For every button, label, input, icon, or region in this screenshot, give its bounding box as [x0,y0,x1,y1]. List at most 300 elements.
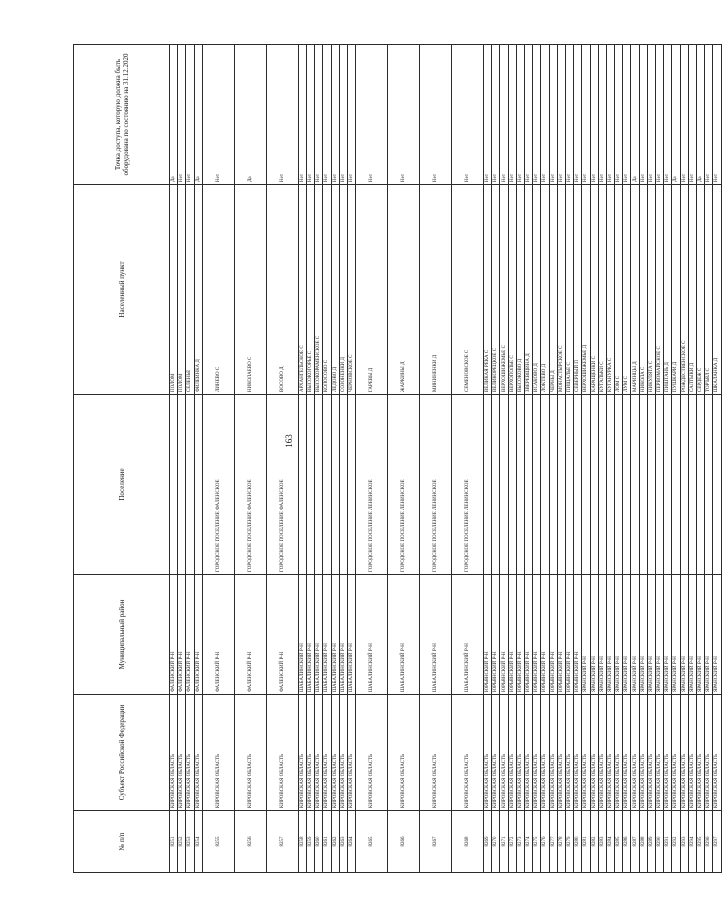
cell-district: ШАБАЛИНСКИЙ Р-Н [306,575,314,695]
table-row [202,45,234,873]
cell-settlement [533,395,541,575]
cell-settlement [339,395,347,575]
cell-locality: ПИЩАЛЬЕ С [565,185,573,395]
cell-district: ЮРЬЯНСКИЙ Р-Н [557,575,565,695]
cell-access: Да [194,45,202,185]
cell-num: 8268 [452,811,484,873]
cell-access: Нет [533,45,541,185]
cell-subject: КИРОВСКАЯ ОБЛАСТЬ [525,695,533,811]
cell-district: ЮРЬЯНСКИЙ Р-Н [492,575,500,695]
cell-district: ЯРАНСКИЙ Р-Н [656,575,664,695]
cell-district: ШАБАЛИНСКИЙ Р-Н [420,575,452,695]
cell-district: ЯРАНСКИЙ Р-Н [705,575,713,695]
cell-district: ЯРАНСКИЙ Р-Н [582,575,590,695]
cell-subject: КИРОВСКАЯ ОБЛАСТЬ [623,695,631,811]
cell-access: Нет [420,45,452,185]
cell-access: Нет [647,45,655,185]
cell-settlement [598,395,606,575]
cell-subject: КИРОВСКАЯ ОБЛАСТЬ [688,695,696,811]
cell-settlement: ГОРОДСКОЕ ПОСЕЛЕНИЕ ЛЕНИНСКОЕ [420,395,452,575]
cell-locality: САЛТЫКИ Д [688,185,696,395]
cell-subject: КИРОВСКАЯ ОБЛАСТЬ [664,695,672,811]
cell-district: ШАБАЛИНСКИЙ Р-Н [347,575,355,695]
cell-settlement [623,395,631,575]
cell-num: 8286 [623,811,631,873]
cell-access: Нет [549,45,557,185]
cell-locality: ГАРЕВЫ Д [356,185,388,395]
cell-num: 8290 [656,811,664,873]
cell-subject: КИРОВСКАЯ ОБЛАСТЬ [533,695,541,811]
cell-access: Нет [315,45,323,185]
cell-settlement [331,395,339,575]
cell-settlement [194,395,202,575]
cell-district: ШАБАЛИНСКИЙ Р-Н [298,575,306,695]
cell-subject: КИРОВСКАЯ ОБЛАСТЬ [582,695,590,811]
cell-subject: КИРОВСКАЯ ОБЛАСТЬ [696,695,704,811]
cell-subject: КИРОВСКАЯ ОБЛАСТЬ [606,695,614,811]
cell-access: Нет [525,45,533,185]
cell-locality: ВЕРХОШИЖЕМЬЕ С [500,185,508,395]
cell-subject: КИРОВСКАЯ ОБЛАСТЬ [500,695,508,811]
cell-num: 8260 [315,811,323,873]
table-row [631,45,639,873]
cell-access: Нет [688,45,696,185]
table-body [170,45,722,873]
cell-locality: ЛЕДОВО Д [331,185,339,395]
cell-num: 8273 [516,811,524,873]
cell-subject: КИРОВСКАЯ ОБЛАСТЬ [656,695,664,811]
cell-locality: ЗВЕРЕВЩИНА Д [525,185,533,395]
cell-settlement: ГОРОДСКОЕ ПОСЕЛЕНИЕ ЛЕНИНСКОЕ [452,395,484,575]
cell-num: 8285 [615,811,623,873]
table-row [347,45,355,873]
table-row [266,45,298,873]
cell-num: 8283 [598,811,606,873]
cell-subject: КИРОВСКАЯ ОБЛАСТЬ [492,695,500,811]
cell-settlement [178,395,186,575]
table-row [339,45,347,873]
cell-num: 8265 [356,811,388,873]
cell-locality: ФИЛЕИНКА Д [194,185,202,395]
cell-subject: КИРОВСКАЯ ОБЛАСТЬ [323,695,331,811]
cell-settlement [484,395,492,575]
cell-subject: КИРОВСКАЯ ОБЛАСТЬ [339,695,347,811]
cell-locality: НИКУЛЯТА С [647,185,655,395]
cell-settlement [516,395,524,575]
table-row [590,45,598,873]
cell-access: Нет [347,45,355,185]
cell-locality: ШКАЛАНКА Д [713,185,721,395]
cell-district: ЯРАНСКИЙ Р-Н [590,575,598,695]
cell-settlement [582,395,590,575]
cell-district: ЮРЬЯНСКИЙ Р-Н [565,575,573,695]
cell-district: ЯРАНСКИЙ Р-Н [680,575,688,695]
cell-district: ШАБАЛИНСКИЙ Р-Н [356,575,388,695]
table-row [194,45,202,873]
table-header-row [74,45,170,873]
cell-settlement [347,395,355,575]
cell-district: ЯРАНСКИЙ Р-Н [606,575,614,695]
cell-district: ЮРЬЯНСКИЙ Р-Н [533,575,541,695]
cell-access: Нет [606,45,614,185]
cell-num: 8278 [557,811,565,873]
cell-district: ЮРЬЯНСКИЙ Р-Н [541,575,549,695]
cell-locality: МИНИНЕНКИ Д [420,185,452,395]
cell-subject: КИРОВСКАЯ ОБЛАСТЬ [178,695,186,811]
cell-subject: КИРОВСКАЯ ОБЛАСТЬ [298,695,306,811]
cell-district: ЯРАНСКИЙ Р-Н [688,575,696,695]
cell-access: Нет [598,45,606,185]
cell-access: Нет [331,45,339,185]
cell-district: ЯРАНСКИЙ Р-Н [598,575,606,695]
cell-locality: ВЕРХОПОЛЬЕ С [508,185,516,395]
cell-access: Нет [516,45,524,185]
cell-settlement: ГОРОДСКОЕ ПОСЕЛЕНИЕ ЛЕНИНСКОЕ [356,395,388,575]
cell-num: 8255 [202,811,234,873]
cell-subject: КИРОВСКАЯ ОБЛАСТЬ [713,695,721,811]
table-row [623,45,631,873]
cell-subject: КИРОВСКАЯ ОБЛАСТЬ [234,695,266,811]
cell-locality: КОЛОСОВО С [323,185,331,395]
cell-access: Нет [639,45,647,185]
cell-settlement: ГОРОДСКОЕ ПОСЕЛЕНИЕ ФАЛЕНСКОЕ [202,395,234,575]
table-row [331,45,339,873]
cell-num: 8274 [525,811,533,873]
table-row [508,45,516,873]
cell-locality: ВЕЛИКОРЕЦКОЕ С [492,185,500,395]
table-row [664,45,672,873]
cell-subject: КИРОВСКАЯ ОБЛАСТЬ [170,695,178,811]
cell-district: ФАЛЕНСКИЙ Р-Н [178,575,186,695]
cell-district: ЮРЬЯНСКИЙ Р-Н [549,575,557,695]
cell-access: Нет [623,45,631,185]
cell-access: Нет [590,45,598,185]
cell-locality: ЧЕРНЫ Д [549,185,557,395]
cell-subject: КИРОВСКАЯ ОБЛАСТЬ [631,695,639,811]
table-row [549,45,557,873]
cell-access: Нет [565,45,573,185]
cell-locality: ИСАКОВО Д [533,185,541,395]
cell-access: Нет [500,45,508,185]
cell-district: ФАЛЕНСКИЙ Р-Н [186,575,194,695]
cell-settlement [525,395,533,575]
cell-num: 8266 [388,811,420,873]
table-row [656,45,664,873]
cell-num: 8271 [500,811,508,873]
cell-locality: МОНАСТЫРСКОЕ С [557,185,565,395]
cell-num: 8252 [178,811,186,873]
table-row [306,45,314,873]
cell-settlement [565,395,573,575]
table-row [170,45,178,873]
cell-access: Нет [615,45,623,185]
table-row [298,45,306,873]
cell-num: 8256 [234,811,266,873]
cell-locality: КУГАЛЬКИ С [598,185,606,395]
cell-settlement [615,395,623,575]
table-row [388,45,420,873]
cell-district: ШАБАЛИНСКИЙ Р-Н [315,575,323,695]
table-row [582,45,590,873]
cell-settlement [647,395,655,575]
cell-locality: ВОСОВО Д [266,185,298,395]
cell-settlement [680,395,688,575]
cell-locality: ТОРЪЯЛ С [705,185,713,395]
cell-access: Нет [541,45,549,185]
cell-num: 8263 [339,811,347,873]
cell-settlement [541,395,549,575]
cell-access: Нет [713,45,721,185]
cell-locality: ВЫСОКОВО Д [516,185,524,395]
cell-access: Нет [202,45,234,185]
cell-settlement [713,395,721,575]
cell-locality: ВЕРХОШИЖЕМЬЕ Д [582,185,590,395]
cell-district: ЯРАНСКИЙ Р-Н [623,575,631,695]
table-row [713,45,721,873]
cell-num: 8264 [347,811,355,873]
header-settlement: Поселение [74,395,170,575]
cell-settlement [298,395,306,575]
cell-subject: КИРОВСКАЯ ОБЛАСТЬ [557,695,565,811]
cell-subject: КИРОВСКАЯ ОБЛАСТЬ [598,695,606,811]
cell-locality: ВЫСОКОРАМЕНСКОЕ С [315,185,323,395]
cell-locality: ЛУМ С [623,185,631,395]
cell-locality: ПЕРВОМАЙСКОЕ С [656,185,664,395]
cell-locality: РОЖДЕСТВЕНСКОЕ С [680,185,688,395]
cell-locality: НИКОЛАЕВО С [234,185,266,395]
cell-num: 8293 [680,811,688,873]
cell-district: ЯРАНСКИЙ Р-Н [664,575,672,695]
cell-locality: ПОЛОМ [170,185,178,395]
header-num: № п/п [74,811,170,873]
cell-district: ЯРАНСКИЙ Р-Н [696,575,704,695]
cell-subject: КИРОВСКАЯ ОБЛАСТЬ [452,695,484,811]
cell-district: ЯРАНСКИЙ Р-Н [713,575,721,695]
cell-subject: КИРОВСКАЯ ОБЛАСТЬ [549,695,557,811]
cell-num: 8259 [306,811,314,873]
cell-subject: КИРОВСКАЯ ОБЛАСТЬ [705,695,713,811]
cell-num: 8254 [194,811,202,873]
cell-subject: КИРОВСКАЯ ОБЛАСТЬ [541,695,549,811]
cell-locality: КУГАНУРКА С [606,185,614,395]
cell-num: 8261 [323,811,331,873]
cell-access: Нет [492,45,500,185]
cell-num: 8280 [574,811,582,873]
cell-settlement [639,395,647,575]
table-row [420,45,452,873]
cell-subject: КИРОВСКАЯ ОБЛАСТЬ [356,695,388,811]
table-row [234,45,266,873]
cell-num: 8284 [606,811,614,873]
cell-num: 8296 [705,811,713,873]
table-row [516,45,524,873]
cell-num: 8276 [541,811,549,873]
cell-subject: КИРОВСКАЯ ОБЛАСТЬ [672,695,680,811]
table-row [186,45,194,873]
rotated-table-container [73,45,720,873]
cell-locality: ПОЛОМ [178,185,186,395]
cell-settlement [656,395,664,575]
cell-locality: АРХАНГЕЛЬСКОЕ С [298,185,306,395]
cell-access: Нет [582,45,590,185]
header-access: Точка доступа, которую должна быть оборудована по состоянию на 31.12.2020 [74,45,170,185]
cell-access: Нет [323,45,331,185]
cell-district: ШАБАЛИНСКИЙ Р-Н [388,575,420,695]
cell-access: Нет [452,45,484,185]
table-row [525,45,533,873]
cell-settlement [323,395,331,575]
cell-locality: СОЗОНЕНКИ Д [339,185,347,395]
cell-access: Да [170,45,178,185]
table-row [688,45,696,873]
cell-num: 8291 [664,811,672,873]
cell-num: 8270 [492,811,500,873]
cell-district: ЯРАНСКИЙ Р-Н [672,575,680,695]
table-row [680,45,688,873]
cell-access: Нет [178,45,186,185]
cell-num: 8289 [647,811,655,873]
cell-district: ЯРАНСКИЙ Р-Н [647,575,655,695]
header-district: Муниципальный район [74,575,170,695]
cell-district: ШАБАЛИНСКИЙ Р-Н [339,575,347,695]
table-row [615,45,623,873]
table-row [178,45,186,873]
cell-num: 8294 [688,811,696,873]
cell-settlement [508,395,516,575]
cell-subject: КИРОВСКАЯ ОБЛАСТЬ [590,695,598,811]
cell-district: ЮРЬЯНСКИЙ Р-Н [574,575,582,695]
table-row [533,45,541,873]
cell-access: Нет [484,45,492,185]
table-row [315,45,323,873]
cell-district: ЮРЬЯНСКИЙ Р-Н [508,575,516,695]
cell-subject: КИРОВСКАЯ ОБЛАСТЬ [516,695,524,811]
cell-settlement [186,395,194,575]
cell-access: Нет [508,45,516,185]
cell-locality: МАРИНЦЫ Д [631,185,639,395]
cell-settlement [492,395,500,575]
cell-district: ФАЛЕНСКИЙ Р-Н [202,575,234,695]
cell-subject: КИРОВСКАЯ ОБЛАСТЬ [331,695,339,811]
cell-subject: КИРОВСКАЯ ОБЛАСТЬ [194,695,202,811]
table-row [492,45,500,873]
cell-subject: КИРОВСКАЯ ОБЛАСТЬ [647,695,655,811]
cell-access: Нет [680,45,688,185]
table-row [672,45,680,873]
cell-num: 8287 [631,811,639,873]
cell-num: 8267 [420,811,452,873]
cell-settlement [590,395,598,575]
cell-num: 8277 [549,811,557,873]
cell-subject: КИРОВСКАЯ ОБЛАСТЬ [615,695,623,811]
cell-num: 8281 [582,811,590,873]
cell-settlement [574,395,582,575]
cell-subject: КИРОВСКАЯ ОБЛАСТЬ [639,695,647,811]
table-row [356,45,388,873]
cell-num: 8257 [266,811,298,873]
cell-locality: ПУШКАРИ Д [672,185,680,395]
cell-subject: КИРОВСКАЯ ОБЛАСТЬ [388,695,420,811]
table-row [452,45,484,873]
page-number: 163 [283,434,294,448]
table-row [557,45,565,873]
table-row [541,45,549,873]
table-row [323,45,331,873]
cell-subject: КИРОВСКАЯ ОБЛАСТЬ [680,695,688,811]
cell-district: ФАЛЕНСКИЙ Р-Н [266,575,298,695]
cell-access: Нет [298,45,306,185]
cell-subject: КИРОВСКАЯ ОБЛАСТЬ [306,695,314,811]
cell-settlement [170,395,178,575]
cell-district: ФАЛЕНСКИЙ Р-Н [234,575,266,695]
cell-access: Нет [356,45,388,185]
cell-settlement: ГОРОДСКОЕ ПОСЕЛЕНИЕ ФАЛЕНСКОЕ [266,395,298,575]
cell-settlement [315,395,323,575]
cell-settlement [705,395,713,575]
cell-locality: КАРАЩЕНКИ С [590,185,598,395]
cell-locality: ЛИНЕВО С [202,185,234,395]
cell-access: Нет [266,45,298,185]
cell-settlement: ГОРОДСКОЕ ПОСЕЛЕНИЕ ЛЕНИНСКОЕ [388,395,420,575]
cell-locality: ПИШТАНЬ Д [664,185,672,395]
cell-district: ФАЛЕНСКИЙ Р-Н [194,575,202,695]
table-row [705,45,713,873]
cell-district: ШАБАЛИНСКИЙ Р-Н [331,575,339,695]
cell-district: ЯРАНСКИЙ Р-Н [639,575,647,695]
cell-access: Нет [574,45,582,185]
cell-settlement [631,395,639,575]
cell-settlement [500,395,508,575]
cell-district: ЮРЬЯНСКИЙ Р-Н [516,575,524,695]
cell-num: 8292 [672,811,680,873]
cell-subject: КИРОВСКАЯ ОБЛАСТЬ [347,695,355,811]
cell-settlement: ГОРОДСКОЕ ПОСЕЛЕНИЕ ФАЛЕНСКОЕ [234,395,266,575]
cell-settlement [606,395,614,575]
table-row [484,45,492,873]
cell-access: Нет [664,45,672,185]
cell-locality: ЛОМ С [615,185,623,395]
cell-access: Да [672,45,680,185]
table-row [696,45,704,873]
cell-locality: СЕЛЕНЬЕ [186,185,194,395]
cell-subject: КИРОВСКАЯ ОБЛАСТЬ [565,695,573,811]
cell-subject: КИРОВСКАЯ ОБЛАСТЬ [202,695,234,811]
cell-subject: КИРОВСКАЯ ОБЛАСТЬ [420,695,452,811]
cell-subject: КИРОВСКАЯ ОБЛАСТЬ [484,695,492,811]
cell-num: 8295 [696,811,704,873]
cell-subject: КИРОВСКАЯ ОБЛАСТЬ [508,695,516,811]
cell-subject: КИРОВСКАЯ ОБЛАСТЬ [186,695,194,811]
table-row [500,45,508,873]
table-row [647,45,655,873]
cell-district: ЮРЬЯНСКИЙ Р-Н [500,575,508,695]
table-row [574,45,582,873]
cell-locality: СЕМЕНОВСКОЕ С [452,185,484,395]
localities-table [73,44,722,873]
cell-num: 8253 [186,811,194,873]
cell-locality: ЛОКТЕВО Д [541,185,549,395]
cell-district: ФАЛЕНСКИЙ Р-Н [170,575,178,695]
cell-locality: ВЕЛИКАЯ РЕКА С [484,185,492,395]
table-row [639,45,647,873]
cell-settlement [549,395,557,575]
header-locality: Населенный пункт [74,185,170,395]
cell-num: 8279 [565,811,573,873]
cell-locality: ЖАРКИНЫ Д [388,185,420,395]
cell-num: 8297 [713,811,721,873]
cell-num: 8288 [639,811,647,873]
cell-num: 8275 [533,811,541,873]
